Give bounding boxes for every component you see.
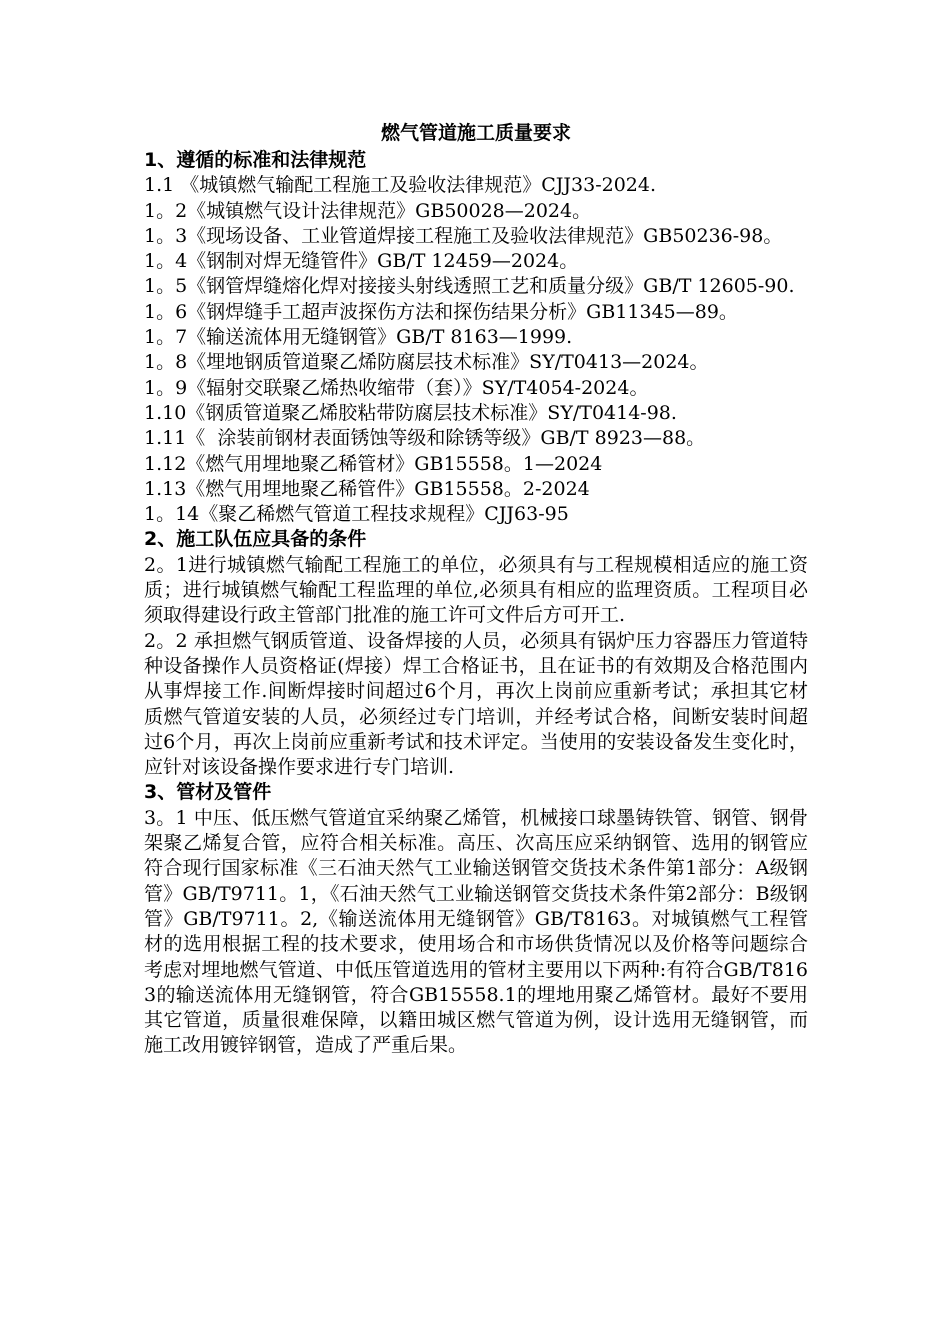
standard-item: 1.12《燃气用埋地聚乙稀管材》GB15558。1—2024	[144, 452, 603, 475]
document-title: 燃气管道施工质量要求	[380, 122, 571, 144]
body-paragraph: 2。1进行城镇燃气输配工程施工的单位，必须具有与工程规模相适应的施工资质；进行城镇燃气输配工程监理的单位,必须具有相应的监理资质。工程项目必须取得建设行政主管部门批准的施工许可文件后方可开工.	[144, 553, 808, 627]
standard-item: 1。9《辐射交联聚乙烯热收缩带（套）》SY/T4054-2024。	[144, 376, 649, 399]
body-paragraph: 3。1 中压、低压燃气管道宜采纳聚乙烯管，机械接口球墨铸铁管、钢管、钢骨架聚乙烯复合管，应符合相关标准。高压、次高压应采纳钢管、选用的钢管应符合现行国家标准《三石油天然气工业输送钢管交货技术条件第1部分：A级钢管》GB/T9711。1，《石油天然气工业输送钢管交货技术条件第2部分：B级钢管》GB/T9711。2,《输送流体用无缝钢管》GB/T8163。对城镇燃气工程管材的选用根据工程的技术要求，使用场合和市场供货情况以及价格等问题综合考虑对埋地燃气管道、中低压管道选用的管材主要用以下两种:有符合GB/T8163的输送流体用无缝钢管，符合GB15558.1的埋地用聚乙烯管材。最好不要用其它管道，质量很难保障，以籍田城区燃气管道为例，设计选用无缝钢管，而施工改用镀锌钢管，造成了严重后果。	[144, 806, 808, 1057]
standard-item: 1.1 《城镇燃气输配工程施工及验收法律规范》CJJ33-2024.	[144, 174, 657, 197]
standard-item: 1。3《现场设备、工业管道焊接工程施工及验收法律规范》GB50236-98。	[144, 224, 783, 247]
standard-item: 1.10《钢质管道聚乙烯胶粘带防腐层技术标准》SY/T0414-98.	[144, 401, 677, 424]
standard-item: 1。2《城镇燃气设计法律规范》GB50028—2024。	[144, 199, 592, 222]
standard-item: 1。6《钢焊缝手工超声波探伤方法和探伤结果分析》GB11345—89。	[144, 300, 738, 323]
section-standards	[144, 148, 808, 527]
section-heading: 3、管材及管件	[144, 781, 272, 804]
standard-item: 1.11《 涂装前钢材表面锈蚀等级和除锈等级》GB/T 8923—88。	[144, 427, 706, 450]
standard-item: 1。5《钢管焊缝熔化焊对接接头射线透照工艺和质量分级》GB/T 12605-90.	[144, 275, 795, 298]
section-heading: 1、遵循的标准和法律规范	[144, 149, 367, 171]
standard-item: 1。7《输送流体用无缝钢管》GB/T 8163—1999.	[144, 326, 573, 349]
document-page	[144, 118, 808, 1059]
section-team-requirements	[144, 527, 808, 780]
standard-item: 1。14《聚乙稀燃气管道工程技求规程》CJJ63-95	[144, 503, 569, 526]
standard-item: 1。4《钢制对焊无缝管件》GB/T 12459—2024。	[144, 250, 579, 273]
standard-item: 1.13《燃气用埋地聚乙稀管件》GB15558。2-2024	[144, 477, 590, 500]
section-pipes-fittings	[144, 780, 808, 1058]
standard-item: 1。8《埋地钢质管道聚乙烯防腐层技术标准》SY/T0413—2024。	[144, 351, 709, 374]
body-paragraph: 2。2 承担燃气钢质管道、设备焊接的人员，必须具有锅炉压力容器压力管道特种设备操作人员资格证(焊接）焊工合格证书，且在证书的有效期及合格范围内从事焊接工作.间断焊接时间超过6个月，再次上岗前应重新考试；承担其它材质燃气管道安装的人员，必须经过专门培训，并经考试合格，间断安装时间超过6个月，再次上岗前应重新考试和技术评定。当使用的安装设备发生变化时，应针对该设备操作要求进行专门培训.	[144, 629, 808, 779]
section-heading: 2、施工队伍应具备的条件	[144, 528, 367, 551]
